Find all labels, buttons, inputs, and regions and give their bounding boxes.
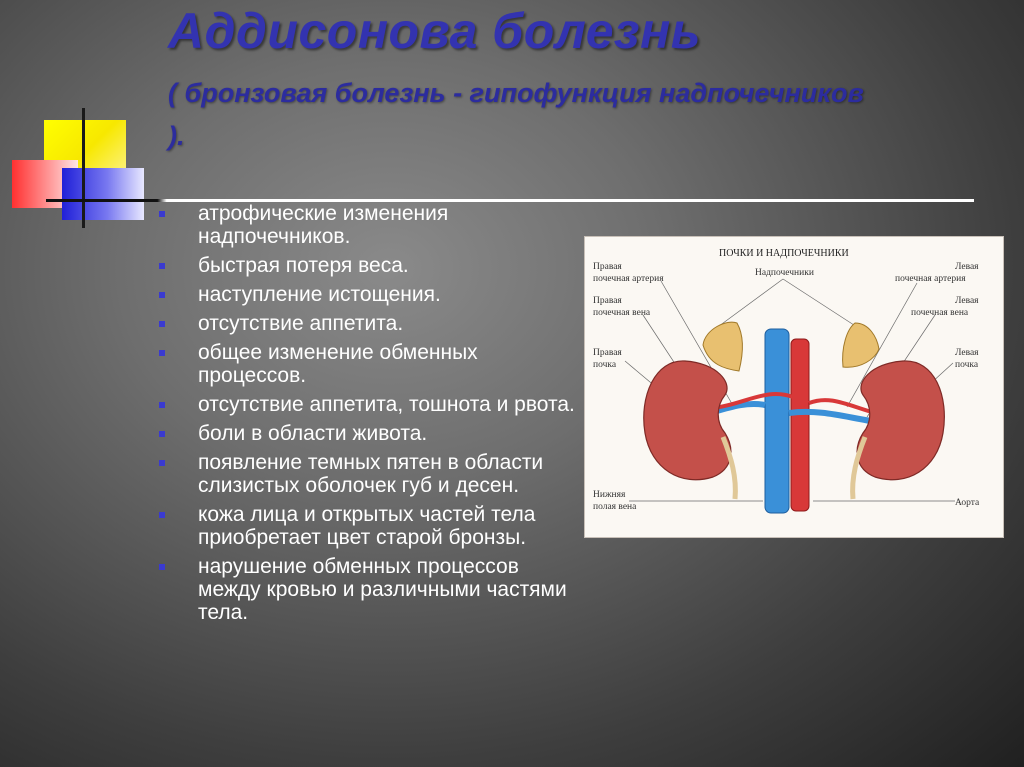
label-ivc-1: Нижняя (593, 490, 626, 500)
slide-title: Аддисонова болезнь (168, 3, 701, 59)
kidney-adrenal-illustration (584, 236, 1004, 538)
list-item: отсутствие аппетита, тошнота и рвота. (158, 393, 578, 416)
aorta (791, 339, 809, 511)
label-left-renal-artery-1: Левая (955, 262, 979, 272)
label-right-renal-artery-2: почечная артерия (593, 274, 664, 284)
label-aorta: Аорта (955, 498, 980, 508)
label-ivc-2: полая вена (593, 502, 637, 512)
label-left-renal-vein-1: Левая (955, 296, 979, 306)
list-item: атрофические изменения надпочечников. (158, 202, 578, 248)
list-item: нарушение обменных процессов между кровью и различными частями тела. (158, 555, 578, 624)
list-item: наступление истощения. (158, 283, 578, 306)
list-item: появление темных пятен в области слизистых оболочек губ и десен. (158, 451, 578, 497)
decor-blue-rectangle (62, 168, 144, 220)
list-item: кожа лица и открытых частей тела приобретает цвет старой бронзы. (158, 503, 578, 549)
figure-title: ПОЧКИ И НАДПОЧЕЧНИКИ (719, 248, 849, 259)
label-left-renal-vein-2: почечная вена (911, 308, 969, 318)
list-item: быстрая потеря веса. (158, 254, 578, 277)
label-right-renal-artery-1: Правая (593, 262, 622, 272)
list-item: отсутствие аппетита. (158, 312, 578, 335)
symptom-list (158, 202, 578, 630)
right-kidney (644, 361, 731, 480)
decor-vertical-line (82, 108, 85, 228)
label-left-renal-artery-2: почечная артерия (895, 274, 966, 284)
label-adrenals: Надпочечники (755, 268, 814, 278)
inferior-vena-cava (765, 329, 789, 513)
slide-subtitle: ( бронзовая болезнь - гипофункция надпочечников ). (168, 78, 864, 151)
label-right-kidney-1: Правая (593, 348, 622, 358)
list-item: боли в области живота. (158, 422, 578, 445)
label-right-renal-vein-1: Правая (593, 296, 622, 306)
label-right-renal-vein-2: почечная вена (593, 308, 651, 318)
left-kidney (857, 361, 944, 480)
kidney-anatomy-drawing (585, 237, 1003, 537)
label-left-kidney-1: Левая (955, 348, 979, 358)
list-item: общее изменение обменных процессов. (158, 341, 578, 387)
label-right-kidney-2: почка (593, 360, 617, 370)
label-left-kidney-2: почка (955, 360, 979, 370)
